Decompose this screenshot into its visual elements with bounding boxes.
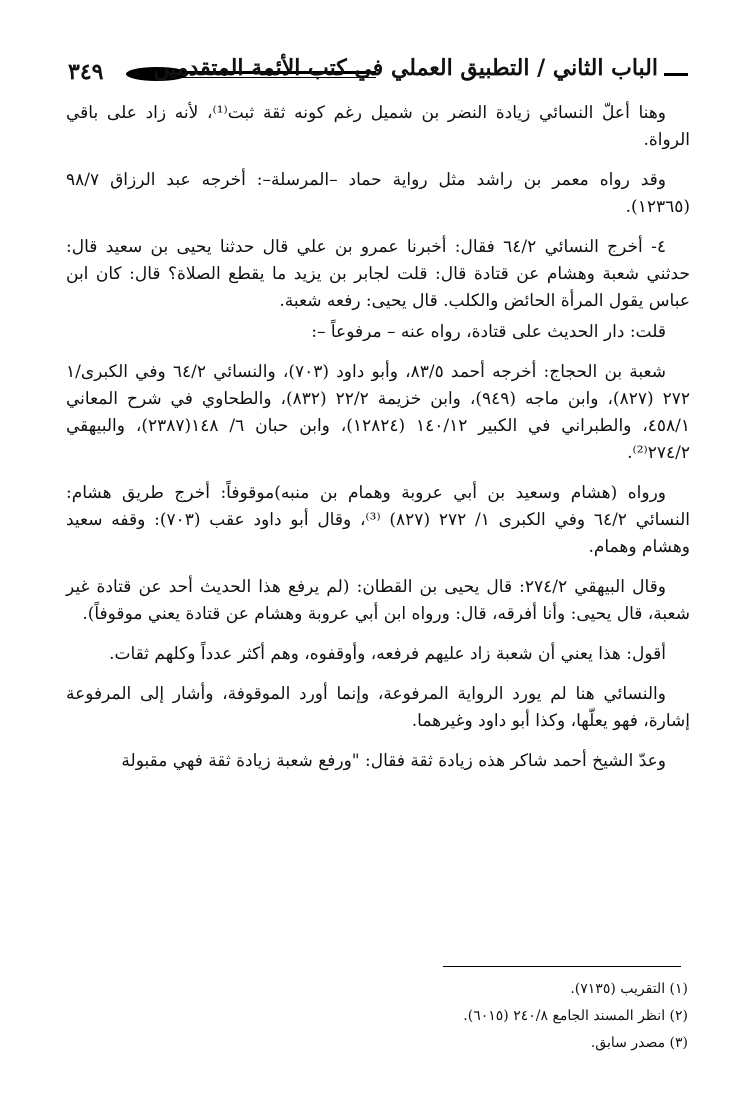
running-title: الباب الثاني / التطبيق العملي في كتب الأئمة المتقدمين [153,55,658,81]
page-number: ٣٤٩ [68,59,104,85]
paragraph: وهنا أعلّ النسائي زيادة النضر بن شميل رغم كونه ثقة ثبت⁽¹⁾، لأنه زاد على باقي الرواة. [66,103,690,150]
paragraph: شعبة بن الحجاج: أخرجه أحمد ٨٣/٥، وأبو داود (٧٠٣)، والنسائي ٦٤/٢ وفي الكبرى/١ ٢٧٢ (٨٢٧)، وابن ماجه (٩٤٩)، وابن خزيمة ٢٢/٢ (٨٣٢)، والطحاوي في شرح المعاني ٤٥٨/١، والطبراني في الكبير ١٤٠/١٢ (١٢٨٢٤)، وابن حبان ٦/ ١٤٨(٢٣٨٧)، والبيهقي ٢٧٤/٢⁽²⁾. [66,362,690,463]
footnotes [188,976,688,1057]
paragraph: قلت: دار الحديث على قتادة، رواه عنه – مرفوعاً –: [311,322,666,342]
footnote: (٢) انظر المسند الجامع ٢٤٠/٨ (٦٠١٥). [463,1008,688,1024]
body-text [66,100,690,788]
footnote-separator [443,966,681,967]
paragraph: ٤- أخرج النسائي ٦٤/٢ فقال: أخبرنا عمرو بن علي قال حدثنا يحيى بن سعيد قال: حدثني شعبة وهشام عن قتادة قال: قلت لجابر بن يزيد ما يقطع الصلاة؟ قال: كان ابن عباس يقول المرأة الحائض والكلب. قال يحيى: رفعه شعبة. [66,237,690,311]
paragraph: أقول: هذا يعني أن شعبة زاد عليهم فرفعه، وأوقفوه، وهم أكثر عدداً وكلهم ثقات. [109,644,666,664]
paragraph: وقد رواه معمر بن راشد مثل رواية حماد –المرسلة–: أخرجه عبد الرزاق ٩٨/٧ (١٢٣٦٥). [66,170,690,217]
footnote: (١) التقريب (٧١٣٥). [570,981,688,997]
footnote: (٣) مصدر سابق. [590,1035,688,1051]
paragraph: وقال البيهقي ٢٧٤/٢: قال يحيى بن القطان: (لم يرفع هذا الحديث أحد عن قتادة غير شعبة، قال يحيى: وأنا أفرقه، قال: ورواه ابن أبي عروبة وهشام عن قتادة يعني موقوفاً). [66,577,690,624]
paragraph: ورواه (هشام وسعيد بن أبي عروبة وهمام بن منبه)موقوفاً: أخرج طريق هشام: النسائي ٦٤/٢ وفي الكبرى ١/ ٢٧٢ (٨٢٧) ⁽³⁾، وقال أبو داود عقب (٧٠٣): وقفه سعيد وهشام وهمام. [66,483,690,557]
paragraph: والنسائي هنا لم يورد الرواية المرفوعة، وإنما أورد الموقوفة، وأشار إلى المرفوعة إشارة، فهو يعلّها، وكذا أبو داود وغيرهما. [66,684,690,731]
header-dash [664,73,688,76]
running-header [68,55,688,95]
paragraph: وعدّ الشيخ أحمد شاكر هذه زيادة ثقة فقال: "ورفع شعبة زيادة ثقة فهي مقبولة [121,751,666,771]
